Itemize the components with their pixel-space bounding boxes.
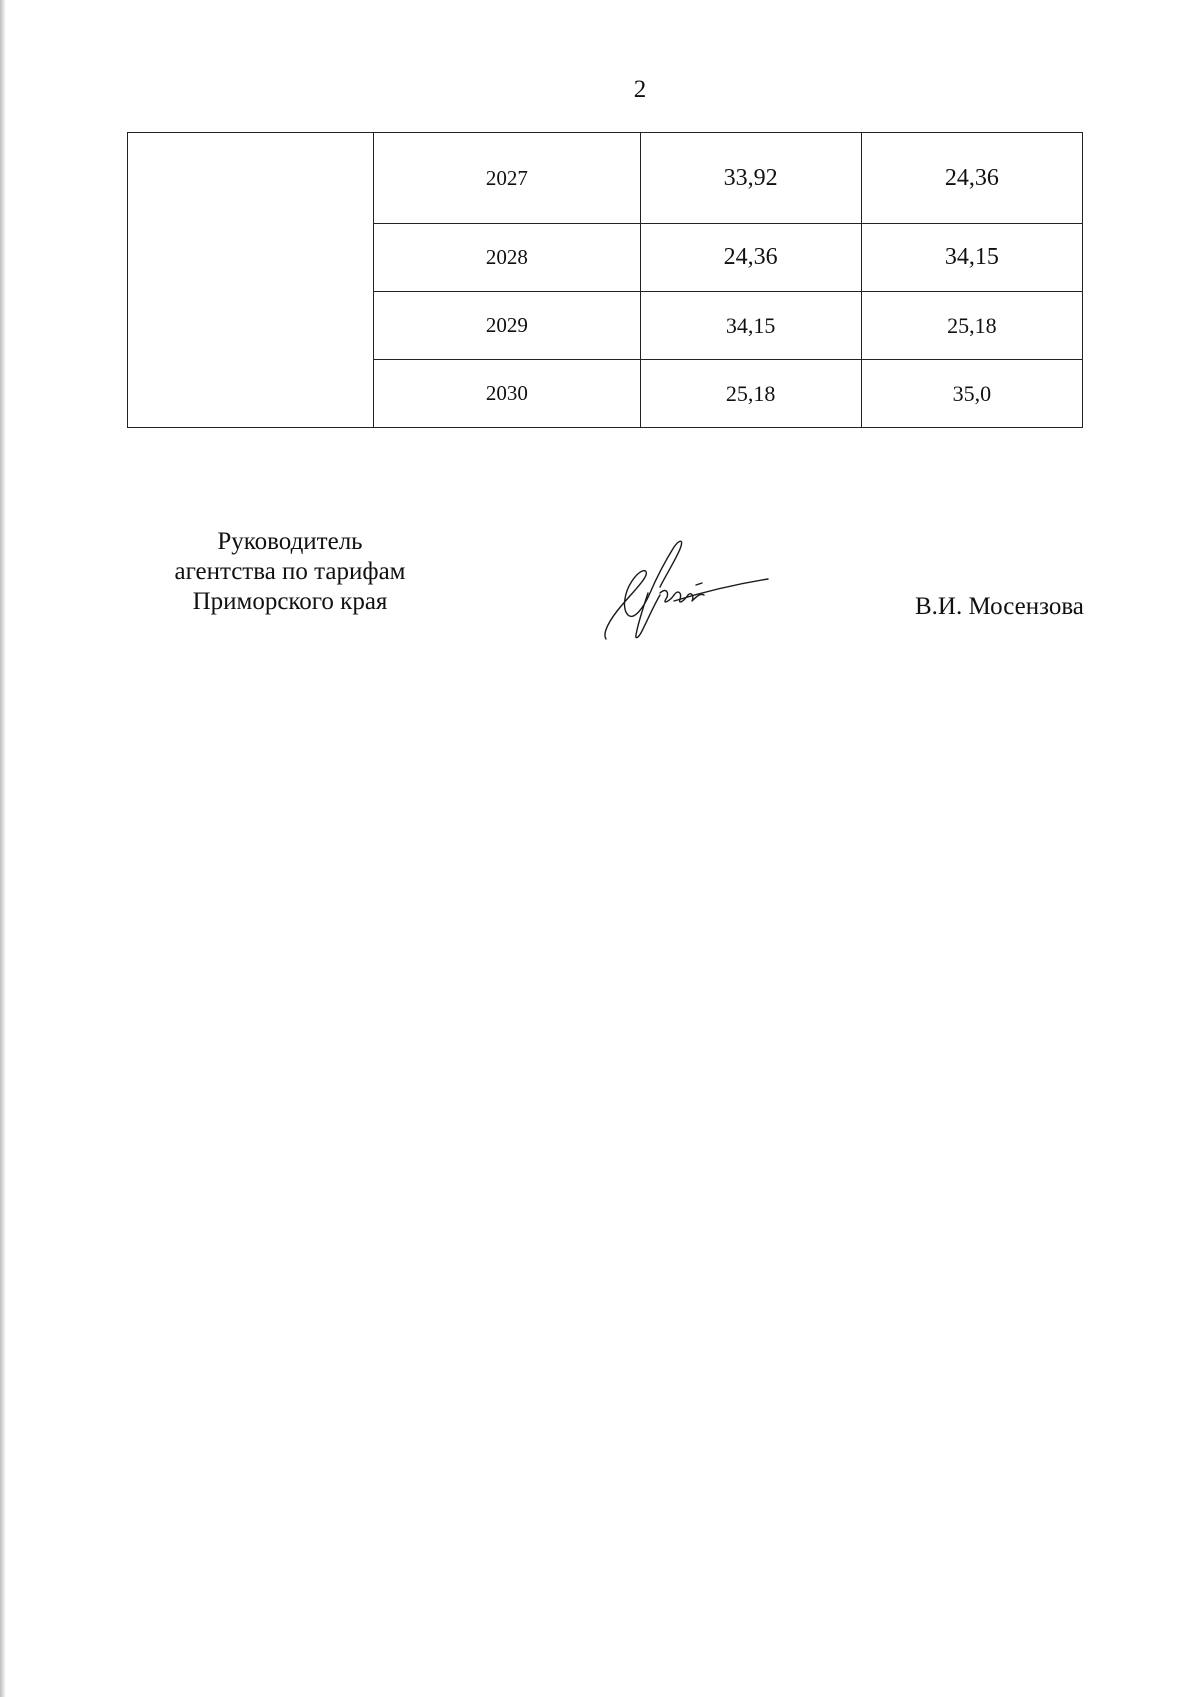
signatory-title-line: агентства по тарифам — [174, 558, 406, 585]
value-1-cell: 24,36 — [640, 224, 861, 292]
year-cell: 2028 — [374, 224, 640, 292]
value-1-cell: 25,18 — [640, 360, 861, 428]
page-number: 2 — [633, 76, 647, 103]
value-2-cell: 35,0 — [861, 360, 1082, 428]
value-1-cell: 33,92 — [640, 133, 861, 224]
year-cell: 2030 — [374, 360, 640, 428]
empty-merged-cell — [128, 133, 374, 428]
value-2-cell: 34,15 — [861, 224, 1082, 292]
signatory-title-line: Руководитель — [217, 528, 363, 555]
year-cell: 2027 — [374, 133, 640, 224]
tariff-table — [127, 132, 1083, 428]
value-2-cell: 24,36 — [861, 133, 1082, 224]
signer-name: В.И. Мосензова — [915, 593, 1084, 620]
handwritten-signature — [600, 535, 780, 645]
year-cell: 2029 — [374, 292, 640, 360]
table-row — [128, 133, 1083, 224]
signatory-title-line: Приморского края — [192, 588, 388, 615]
value-1-cell: 34,15 — [640, 292, 861, 360]
signatory-title — [140, 527, 440, 617]
scan-edge-shadow — [0, 0, 6, 1697]
value-2-cell: 25,18 — [861, 292, 1082, 360]
